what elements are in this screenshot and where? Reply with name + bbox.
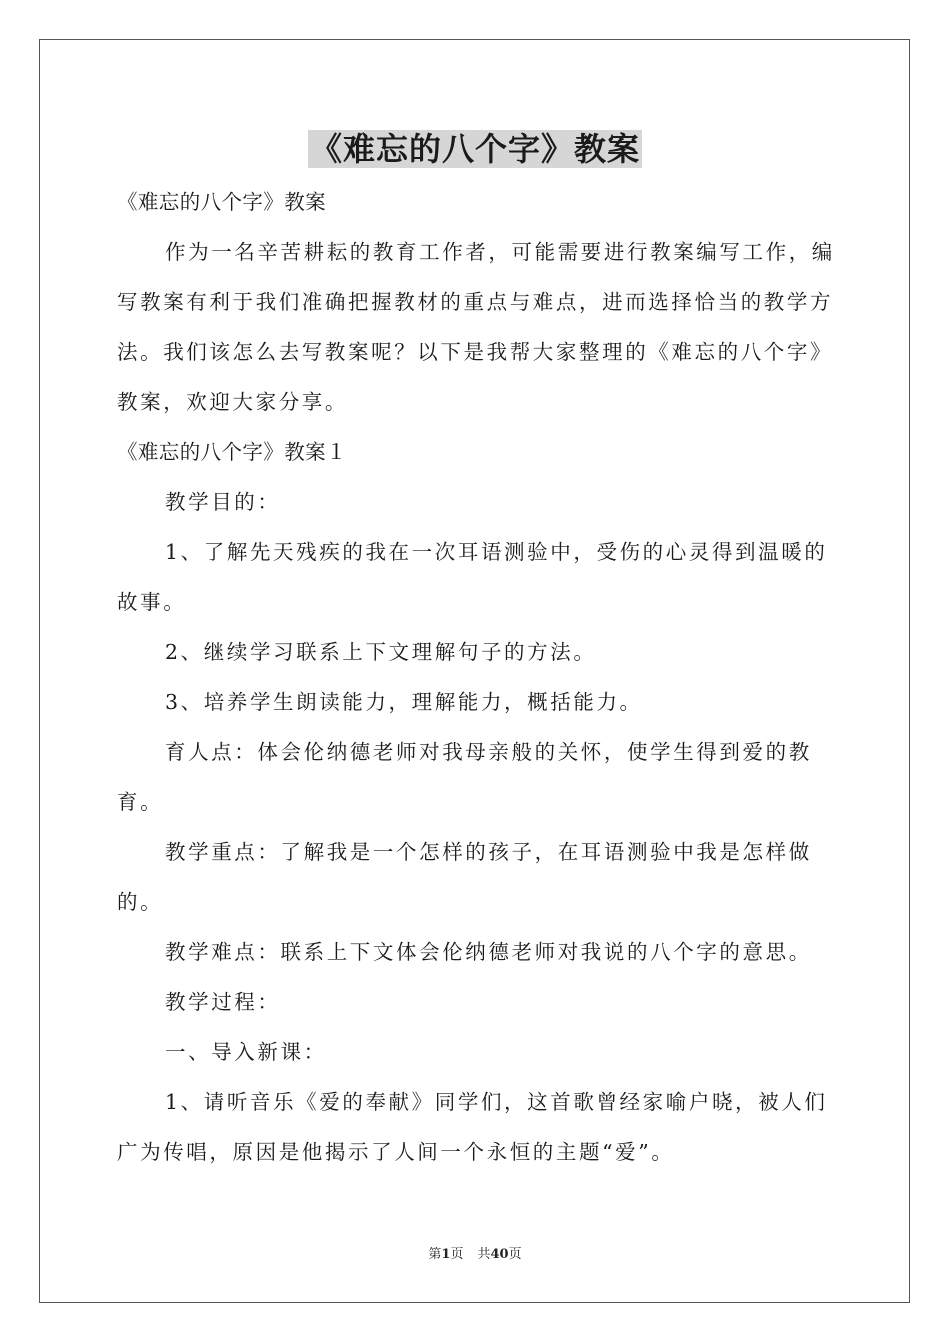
paragraph-section-heading: 《难忘的八个字》教案１ — [117, 440, 347, 464]
footer-total-suffix: 页 — [508, 1247, 522, 1262]
footer-total-pages: 40 — [490, 1247, 509, 1262]
paragraph-subtitle: 《难忘的八个字》教案 — [117, 190, 326, 214]
document-body — [117, 177, 835, 1177]
paragraph-objective-2: 2、继续学习联系上下文理解句子的方法。 — [165, 640, 597, 664]
paragraph-intro: 作为一名辛苦耕耘的教育工作者，可能需要进行教案编写工作，编写教案有利于我们准确把握教材的重点与难点，进而选择恰当的教学方法。我们该怎么去写教案呢？以下是我帮大家整理的《难忘的八个字》教案，欢迎大家分享。 — [117, 240, 835, 414]
footer-page-number: 1 — [441, 1247, 451, 1262]
paragraph-step-1: 1、请听音乐《爱的奉献》同学们，这首歌曾经家喻户晓，被人们广为传唱，原因是他揭示了人间一个永恒的主题“爱”。 — [117, 1090, 828, 1164]
paragraph-step-heading: 一、导入新课： — [165, 1040, 327, 1064]
footer-total-prefix: 共 — [477, 1247, 491, 1262]
footer-page-prefix: 第 — [428, 1247, 442, 1262]
paragraph-objective-3: 3、培养学生朗读能力，理解能力，概括能力。 — [165, 690, 643, 714]
footer-page-suffix: 页 — [450, 1247, 464, 1262]
page-footer — [0, 1246, 950, 1264]
paragraph-objective-1: 1、了解先天残疾的我在一次耳语测验中，受伤的心灵得到温暖的故事。 — [117, 540, 828, 614]
paragraph-process-heading: 教学过程： — [165, 990, 281, 1014]
document-title — [0, 127, 950, 171]
paragraph-difficult-point: 教学难点：联系上下文体会伦纳德老师对我说的八个字的意思。 — [165, 940, 812, 964]
paragraph-key-point: 教学重点：了解我是一个怎样的孩子，在耳语测验中我是怎样做的。 — [117, 840, 812, 914]
paragraph-objectives-heading: 教学目的： — [165, 490, 281, 514]
paragraph-education-point: 育人点：体会伦纳德老师对我母亲般的关怀，使学生得到爱的教育。 — [117, 740, 812, 814]
document-title-text: 《难忘的八个字》教案 — [309, 130, 640, 168]
